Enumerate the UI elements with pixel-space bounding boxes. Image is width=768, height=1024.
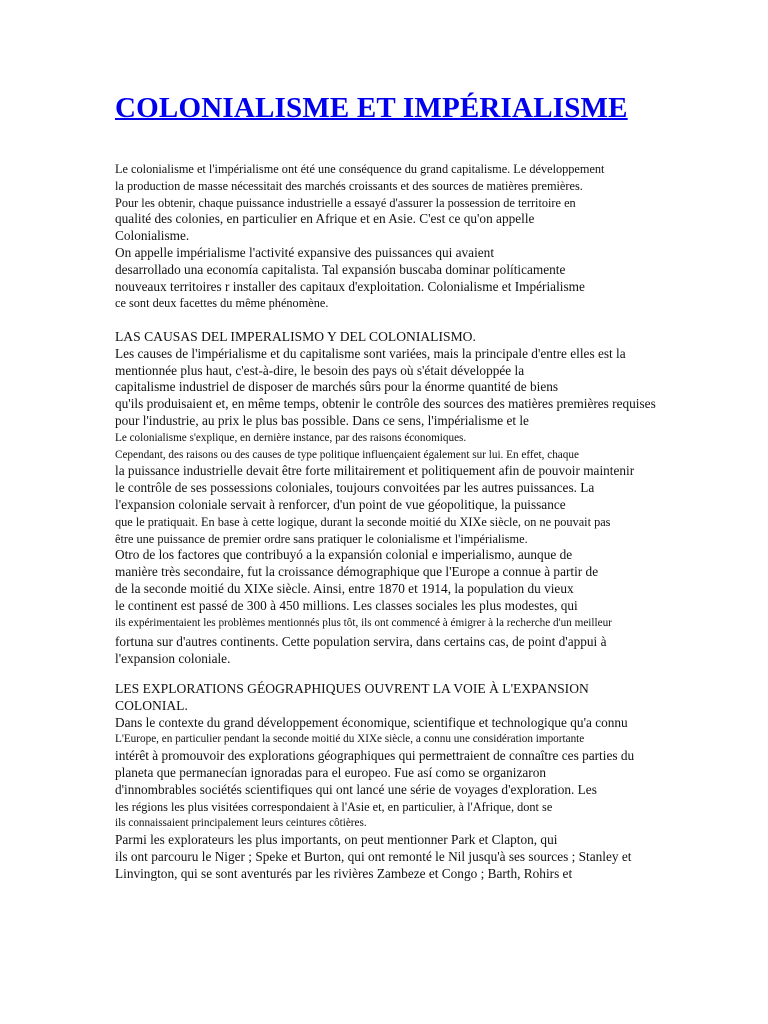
- causes-line: fortuna sur d'autres continents. Cette population servira, dans certains cas, de point d'appui à: [115, 634, 607, 650]
- causes-line: Otro de los factores que contribuyó a la expansión colonial e imperialismo, aunque de: [115, 547, 573, 563]
- causes-line: Cependant, des raisons ou des causes de type politique influençaient également sur lui. En effet, chaque: [115, 448, 579, 461]
- intro-line: ce sont deux facettes du même phénomène.: [115, 296, 329, 311]
- causes-line: l'expansion coloniale.: [115, 651, 231, 667]
- explorers-line: Parmi les explorateurs les plus importants, on peut mentionner Park et Clapton, qui: [115, 832, 558, 847]
- causes-line: l'expansion coloniale servait à renforcer, d'un point de vue géopolitique, la puissance: [115, 496, 566, 512]
- causes-line: mentionnée plus haut, c'est-à-dire, le besoin des pays où s'était développée la: [115, 362, 525, 378]
- intro-line: Le colonialisme et l'impérialisme ont été une conséquence du grand capitalisme. Le développement: [115, 162, 605, 176]
- intro-line: nouveaux territoires r installer des capitaux d'exploitation. Colonialisme et Impérialisme: [115, 278, 585, 294]
- causes-line: de la seconde moitié du XIXe siècle. Ainsi, entre 1870 et 1914, la population du vieux: [115, 580, 574, 596]
- causes-line: qu'ils produisaient et, en même temps, obtenir le contrôle des sources des matières premières requises: [115, 396, 656, 412]
- causes-line: être une puissance de premier ordre sans pratiquer le colonialisme et l'impérialisme.: [115, 531, 528, 546]
- intro-line: desarrollado una economía capitalista. Tal expansión buscaba dominar políticamente: [115, 261, 566, 277]
- intro-section: [115, 161, 735, 312]
- explorations-line: L'Europe, en particulier pendant la seconde moitié du XIXe siècle, a connu une considération importante: [115, 733, 585, 746]
- intro-line: On appelle impérialisme l'activité expansive des puissances qui avaient: [115, 244, 495, 260]
- intro-line: Pour les obtenir, chaque puissance industrielle a essayé d'assurer la possession de territoire en: [115, 195, 576, 210]
- explorations-line: intérêt à promouvoir des explorations géographiques qui permettraient de connaître ces parties du: [115, 748, 635, 764]
- explorations-line: les régions les plus visitées correspondaient à l'Asie et, en particulier, à l'Afrique, dont se: [115, 799, 553, 814]
- explorations-line: Dans le contexte du grand développement économique, scientifique et technologique qu'a connu: [115, 714, 628, 730]
- explorations-heading: COLONIAL.: [115, 697, 188, 713]
- intro-line: qualité des colonies, en particulier en Afrique et en Asie. C'est ce qu'on appelle: [115, 211, 535, 227]
- causes-line: le contrôle de ses possessions coloniales, toujours convoitées par les autres puissances. La: [115, 480, 595, 496]
- causes-line: que le pratiquait. En base à cette logique, durant la seconde moitié du XIXe siècle, on ne pouvait pas: [115, 514, 611, 529]
- causes-heading: LAS CAUSAS DEL IMPERALISMO Y DEL COLONIALISMO.: [115, 329, 476, 344]
- explorers-section: [115, 832, 735, 882]
- document-title[interactable]: COLONIALISME ET IMPÉRIALISME: [115, 92, 628, 124]
- causes-line: la puissance industrielle devait être forte militairement et politiquement afin de pouvoir maintenir: [115, 463, 635, 479]
- causes-line: le continent est passé de 300 à 450 millions. Les classes sociales les plus modestes, qui: [115, 597, 578, 613]
- intro-line: la production de masse nécessitait des marchés croissants et des sources de matières premières.: [115, 178, 583, 193]
- causes-line: Les causes de l'impérialisme et du capitalisme sont variées, mais la principale d'entre elles est la: [115, 345, 626, 361]
- explorers-line: ils ont parcouru le Niger ; Speke et Burton, qui ont remonté le Nil jusqu'à ses sources ; Stanley et: [115, 848, 632, 864]
- causes-section: [115, 329, 735, 668]
- causes-line: Le colonialisme s'explique, en dernière instance, par des raisons économiques.: [115, 431, 467, 444]
- explorations-heading: LES EXPLORATIONS GÉOGRAPHIQUES OUVRENT LA VOIE À L'EXPANSION: [115, 681, 589, 696]
- explorers-line: Linvington, qui se sont aventurés par les rivières Zambeze et Congo ; Barth, Rohirs et: [115, 865, 573, 881]
- explorations-line: planeta que permanecían ignoradas para el europeo. Fue así como se organizaron: [115, 764, 546, 780]
- intro-line: Colonialisme.: [115, 228, 190, 244]
- causes-line: ils expérimentaient les problèmes mentionnés plus tôt, ils ont commencé à émigrer à la recherche d'un meilleur: [115, 616, 612, 629]
- causes-line: capitalisme industriel de disposer de marchés sûrs pour la énorme quantité de biens: [115, 379, 559, 395]
- causes-line: manière très secondaire, fut la croissance démographique que l'Europe a connue à partir de: [115, 564, 599, 580]
- explorations-section: [115, 681, 735, 832]
- explorations-line: d'innombrables sociétés scientifiques qui ont lancé une série de voyages d'exploration. Les: [115, 781, 597, 797]
- causes-line: pour l'industrie, au prix le plus bas possible. Dans ce sens, l'impérialisme et le: [115, 412, 529, 428]
- explorations-line: ils connaissaient principalement leurs ceintures côtières.: [115, 817, 367, 830]
